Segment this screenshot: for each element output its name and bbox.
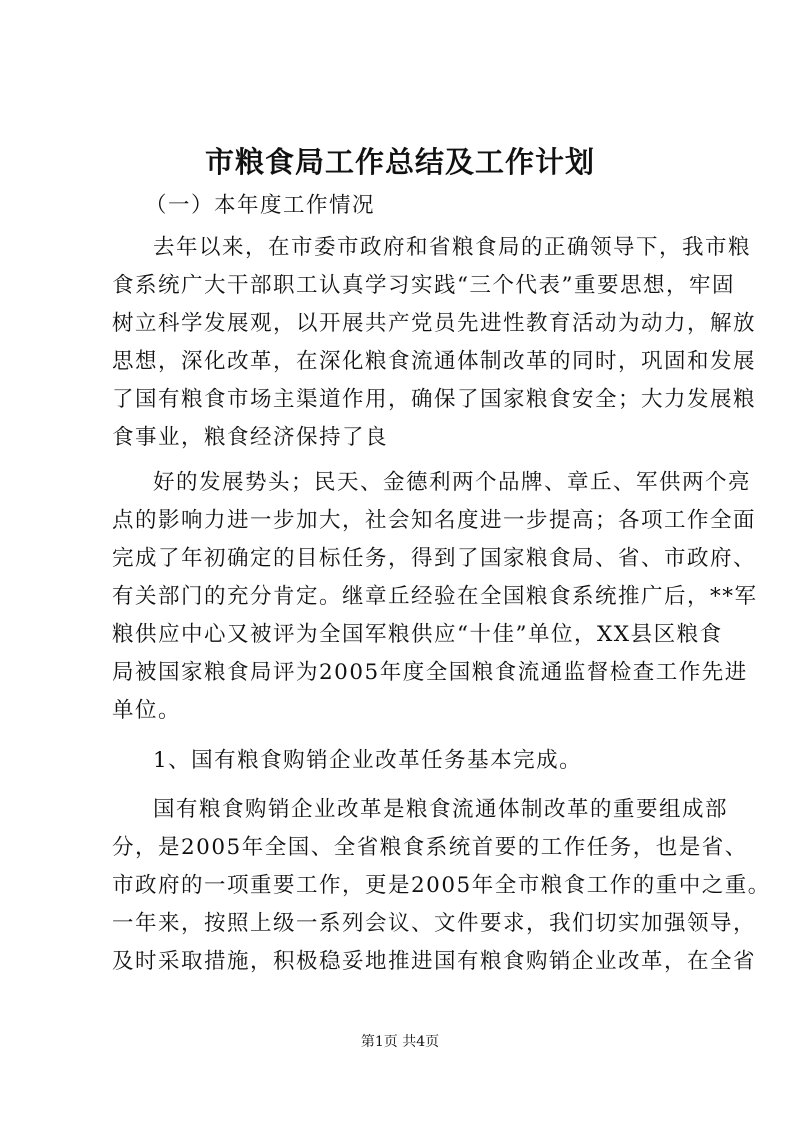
paragraph-line: 一年来，按照上级一系列会议、文件要求，我们切实加强领导，	[112, 911, 757, 936]
paragraph-line: 及时采取措施，积极稳妥地推进国有粮食购销企业改革，在全省	[112, 949, 757, 974]
paragraph-line: 食系统广大干部职工认真学习实践“三个代表”重要思想，牢固	[112, 273, 735, 298]
document-title: 市粮食局工作总结及工作计划	[204, 145, 595, 179]
paragraph-line: 思想，深化改革，在深化粮食流通体制改革的同时，巩固和发展	[112, 349, 757, 374]
paragraph-line: 完成了年初确定的目标任务，得到了国家粮食局、省、市政府、	[112, 546, 757, 571]
paragraph-line: 食事业，粮食经济保持了良	[112, 425, 389, 450]
paragraph-line: 单位。	[112, 698, 182, 723]
paragraph-line: 好的发展势头；民天、金德利两个品牌、章丘、军供两个亮	[153, 470, 752, 495]
paragraph-line: 了国有粮食市场主渠道作用，确保了国家粮食安全；大力发展粮	[112, 387, 757, 412]
paragraph-line: 粮供应中心又被评为全国军粮供应“十佳”单位，XX县区粮食	[112, 622, 723, 647]
section-heading: （一）本年度工作情况	[145, 193, 376, 218]
paragraph-line: 点的影响力进一步加大，社会知名度进一步提高；各项工作全面	[112, 508, 757, 533]
subheading: 1、国有粮食购销企业改革任务基本完成。	[153, 748, 583, 773]
paragraph-line: 国有粮食购销企业改革是粮食流通体制改革的重要组成部	[153, 797, 729, 822]
paragraph-line: 局被国家粮食局评为2005年度全国粮食流通监督检查工作先进	[112, 660, 748, 685]
paragraph-line: 树立科学发展观，以开展共产党员先进性教育活动为动力，解放	[112, 311, 757, 336]
paragraph-line: 有关部门的充分肯定。继章丘经验在全国粮食系统推广后，**军	[112, 584, 758, 609]
page-footer: 第1页 共4页	[360, 1034, 440, 1050]
paragraph-line: 去年以来，在市委市政府和省粮食局的正确领导下，我市粮	[153, 235, 752, 260]
paragraph-line: 分，是2005年全国、全省粮食系统首要的工作任务，也是省、	[112, 835, 748, 860]
paragraph-line: 市政府的一项重要工作，更是2005年全市粮食工作的重中之重。	[112, 873, 771, 898]
